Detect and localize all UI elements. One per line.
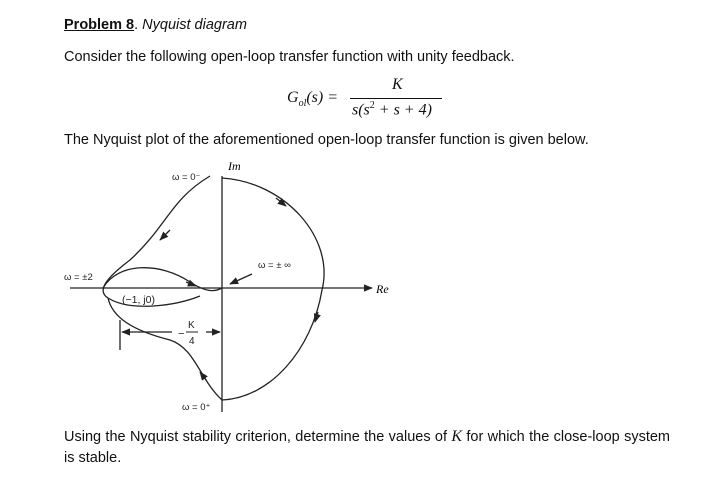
equation-lhs-subscript: ol bbox=[298, 98, 307, 110]
question-part1: Using the Nyquist stability criterion, determine the values of bbox=[64, 429, 452, 445]
im-label: Im bbox=[228, 159, 241, 173]
problem-title-text: Nyquist diagram bbox=[138, 17, 247, 33]
loop-curve bbox=[103, 268, 222, 291]
large-arc-upper bbox=[222, 178, 324, 290]
gain-minus: − bbox=[178, 328, 185, 340]
equation-lhs-rest: (s) = bbox=[306, 89, 339, 106]
arrow-upper-branch bbox=[160, 230, 170, 240]
upper-branch-curve bbox=[103, 176, 210, 306]
intro-text: Consider the following open-loop transfer function with unity feedback. bbox=[64, 49, 515, 65]
omega-2-label: ω = ±2 bbox=[64, 272, 93, 283]
equation-den-exponent: 2 bbox=[369, 100, 375, 111]
problem-number: Problem 8 bbox=[64, 17, 135, 33]
equation-lhs-symbol: G bbox=[287, 89, 299, 106]
omega-inf-label: ω = ± ∞ bbox=[258, 260, 291, 271]
title-separator: . bbox=[134, 17, 139, 33]
critical-point-label: (−1, j0) bbox=[122, 294, 155, 306]
equation-den-b: + s + 4) bbox=[374, 101, 432, 119]
re-label: Re bbox=[376, 282, 389, 296]
large-arc-lower bbox=[222, 290, 322, 400]
lower-branch-curve bbox=[108, 298, 222, 400]
plot-intro-text: The Nyquist plot of the aforementioned open-loop transfer function is given below. bbox=[64, 132, 589, 148]
question-text bbox=[64, 426, 670, 469]
equation-den-a: s(s bbox=[352, 101, 370, 119]
omega-0-minus-label: ω = 0⁻ bbox=[172, 172, 201, 183]
gain-denominator: 4 bbox=[189, 336, 195, 347]
arrow-lower-branch bbox=[200, 372, 206, 380]
omega-0-plus-label: ω = 0⁺ bbox=[182, 402, 211, 413]
question-variable: K bbox=[451, 428, 463, 445]
gain-numerator: K bbox=[188, 320, 195, 331]
question-part2: for which the close-loop system is stable. bbox=[64, 429, 670, 466]
arrow-inf-pointer bbox=[230, 274, 252, 284]
equation-numerator: K bbox=[392, 76, 403, 93]
